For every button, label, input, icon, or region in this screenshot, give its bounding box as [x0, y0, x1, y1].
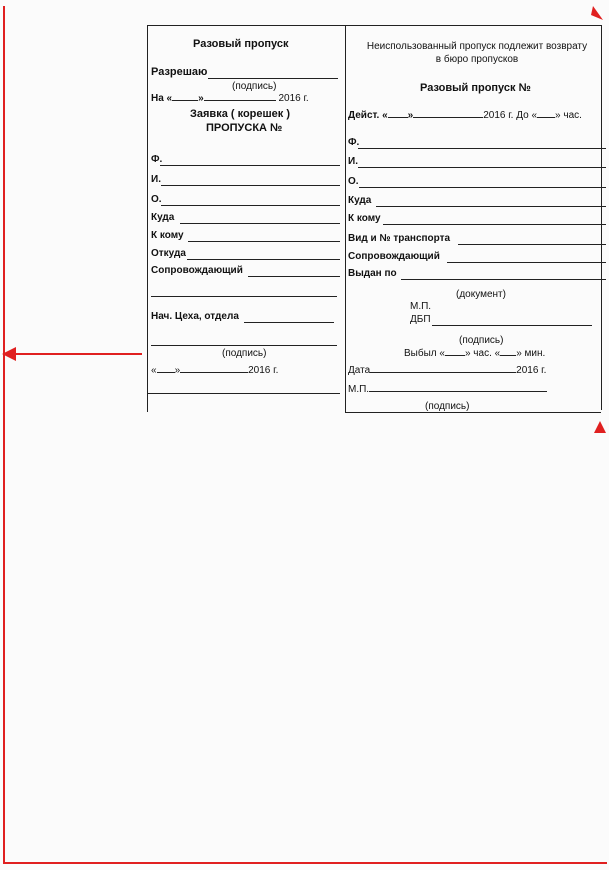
stub-field-kuda: Куда [151, 212, 175, 223]
stub-field-soprov-line[interactable] [248, 276, 340, 277]
stub-blank-line[interactable] [151, 296, 337, 297]
pass-field-soprov-line[interactable] [447, 262, 606, 263]
stub-field-o-line[interactable] [161, 205, 340, 206]
arrow-left-icon [2, 347, 16, 361]
pass-mp2-label: М.П. [348, 384, 370, 395]
arrow-up-icon [594, 421, 606, 433]
stub-razreshayu-label: Разрешаю [151, 66, 208, 78]
stub-field-kkomu: К кому [151, 230, 184, 241]
pass-mp: М.П. [410, 301, 432, 312]
stub-date-year: 2016 г. [248, 365, 279, 376]
stub-field-i: И. [151, 174, 161, 185]
stub-na-year: 2016 г. [278, 93, 309, 104]
stub-field-o: О. [151, 194, 162, 205]
pass-deist-hours: » час. [555, 110, 582, 121]
stub-field-otkuda-line[interactable] [187, 259, 340, 260]
stub-signature-line[interactable] [151, 345, 337, 346]
pass-field-kuda-line[interactable] [376, 206, 606, 207]
pass-podpis-caption: (подпись) [459, 335, 504, 346]
stub-nach-label: Нач. Цеха, отдела [151, 311, 239, 322]
pass-field-i-line[interactable] [358, 167, 606, 168]
pass-vybyl [404, 349, 545, 359]
pass-field-o-line[interactable] [359, 187, 606, 188]
stub-date-close: » [174, 365, 181, 376]
pass-vybyl-hours: » час. « [464, 348, 501, 359]
stub-na-close: » [198, 93, 204, 104]
form-right-border [601, 25, 602, 410]
pass-field-transport: Вид и № транспорта [348, 233, 451, 244]
pass-field-kuda: Куда [348, 195, 372, 206]
pass-mp2 [348, 385, 547, 395]
stub-nach-line[interactable] [244, 322, 334, 323]
pass-podpis2-caption: (подпись) [425, 401, 470, 412]
pass-field-vydan: Выдан по [348, 268, 397, 279]
stub-razreshayu-line [208, 78, 338, 79]
annotation-bottom-horizontal [3, 862, 607, 864]
stub-bottom-line [147, 393, 340, 394]
pass-field-f: Ф. [348, 137, 360, 148]
pass-notice-line2: в бюро пропусков [435, 54, 519, 65]
arrow-corner-top-right-icon [591, 6, 603, 20]
annotation-arrow-shaft [12, 353, 142, 355]
pass-vybyl-prefix: Выбыл « [404, 348, 445, 359]
stub-field-kuda-line[interactable] [180, 223, 340, 224]
pass-field-soprov: Сопровождающий [348, 251, 440, 262]
stub-date [151, 366, 278, 376]
pass-document-caption: (документ) [456, 289, 506, 300]
pass-field-kkomu: К кому [348, 213, 381, 224]
form-divider [345, 25, 346, 412]
pass-dbp-line[interactable] [432, 325, 592, 326]
stub-podpis-caption: (подпись) [232, 81, 277, 92]
stub-na-prefix: На « [151, 93, 173, 104]
pass-notice-line1: Неиспользованный пропуск подлежит возврату [366, 41, 588, 52]
stub-date-open: « [151, 365, 157, 376]
stub-podpis2-caption: (подпись) [222, 348, 267, 359]
annotation-left-vertical [3, 6, 5, 864]
pass-deist-close: » [407, 110, 414, 121]
pass-field-vydan-line[interactable] [401, 279, 606, 280]
pass-data-year: 2016 г. [516, 365, 547, 376]
pass-bottom-line [345, 412, 601, 413]
stub-propuska: ПРОПУСКА № [206, 122, 283, 134]
pass-field-transport-line[interactable] [458, 244, 606, 245]
pass-field-f-line[interactable] [358, 148, 606, 149]
stub-zayavka: Заявка ( корешек ) [190, 108, 291, 120]
form-left-border [147, 25, 148, 412]
stub-field-otkuda: Откуда [151, 248, 186, 259]
pass-deist-year: 2016 г. До « [483, 110, 538, 121]
pass-vybyl-min: » мин. [516, 348, 546, 359]
pass-title: Разовый пропуск № [420, 82, 531, 94]
stub-field-f: Ф. [151, 154, 163, 165]
pass-data-label: Дата [348, 365, 371, 376]
stub-title: Разовый пропуск [193, 38, 289, 50]
stub-na-date [151, 94, 309, 104]
pass-deist [348, 111, 582, 121]
stub-field-i-line[interactable] [161, 185, 340, 186]
pass-data [348, 366, 546, 376]
pass-deist-prefix: Дейст. « [348, 110, 388, 121]
form-top-border [147, 25, 602, 26]
pass-field-i: И. [348, 156, 358, 167]
stub-field-f-line[interactable] [160, 165, 340, 166]
pass-field-kkomu-line[interactable] [383, 224, 606, 225]
pass-dbp: ДБП [410, 314, 431, 325]
stub-field-kkomu-line[interactable] [188, 241, 340, 242]
pass-field-o: О. [348, 176, 359, 187]
stub-field-soprov: Сопровождающий [151, 265, 243, 276]
